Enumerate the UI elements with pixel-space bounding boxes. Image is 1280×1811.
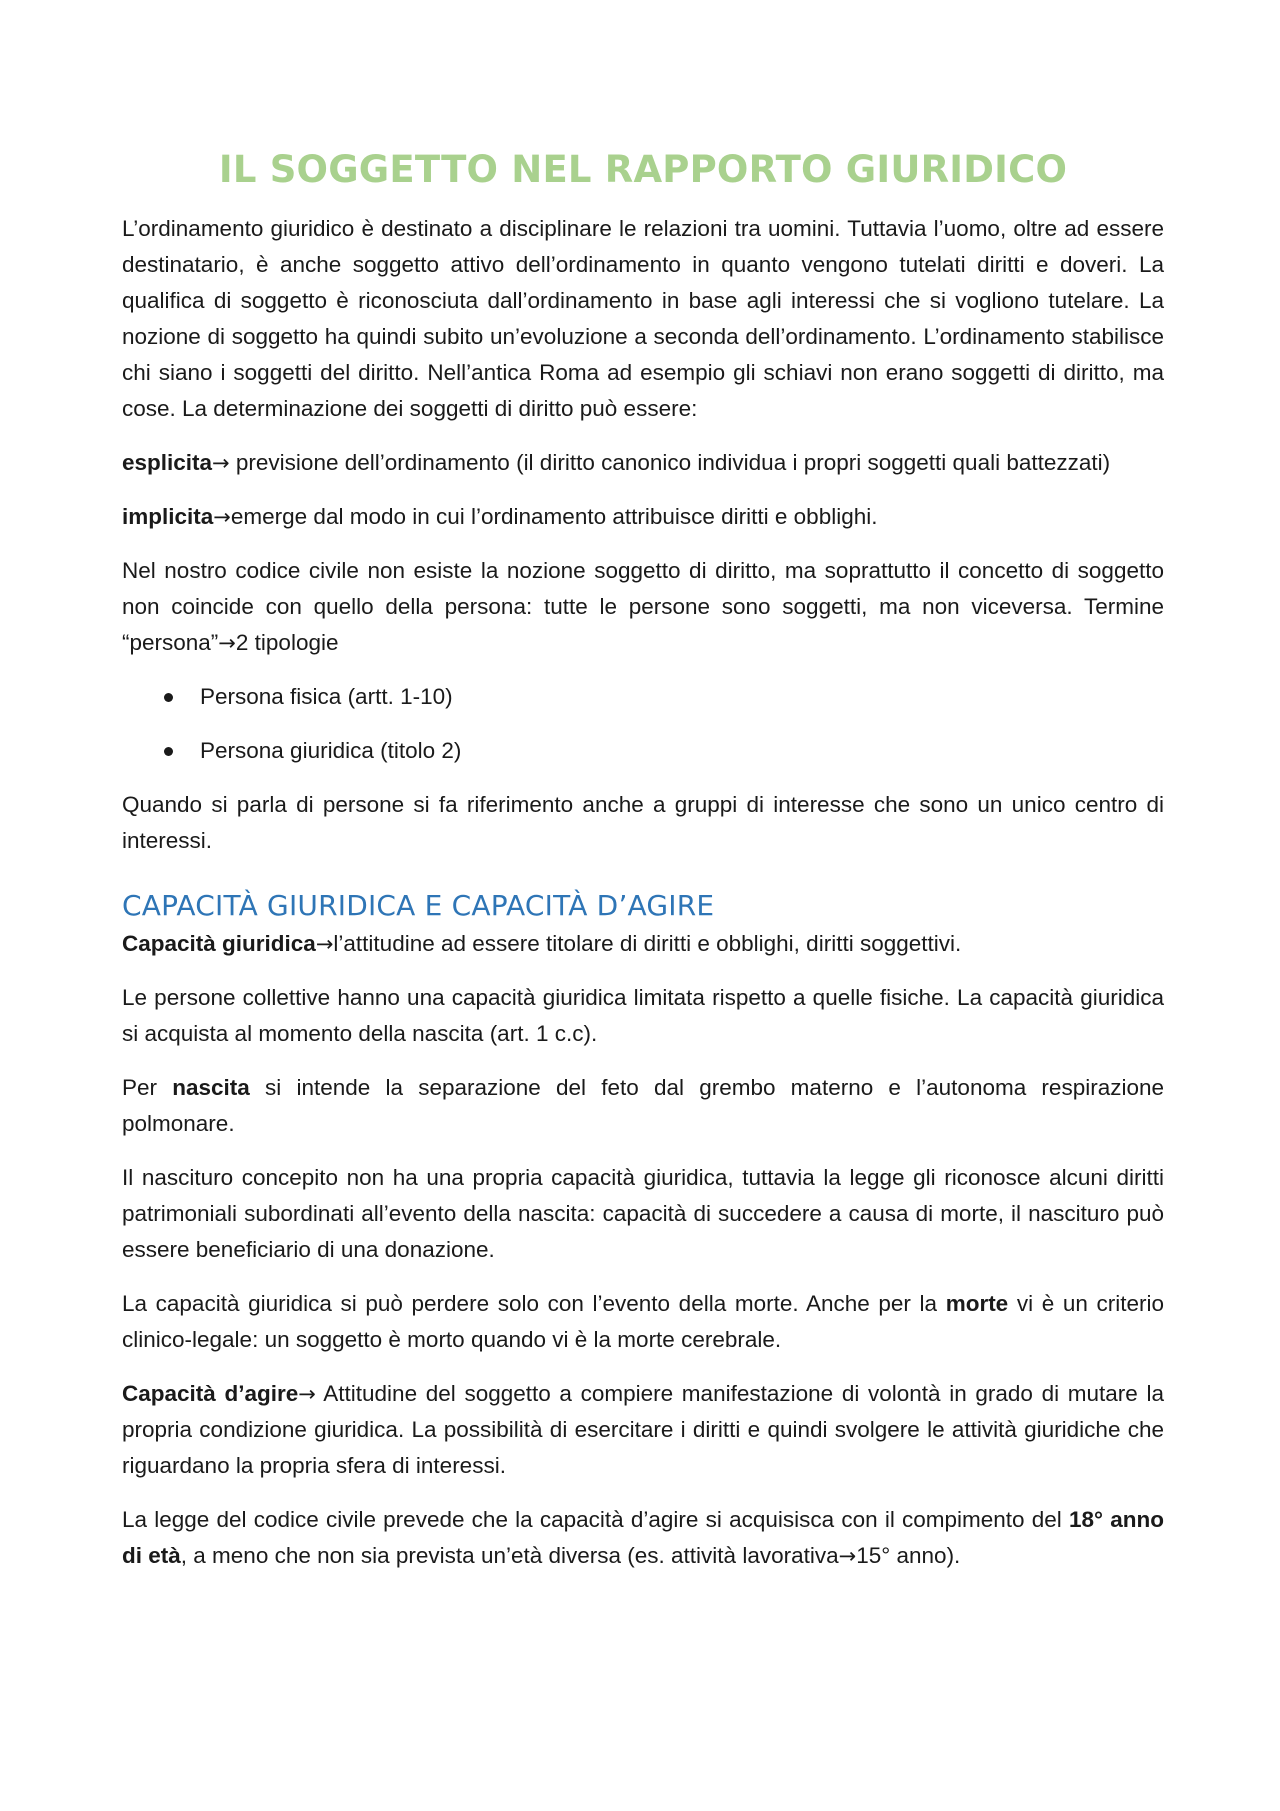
list-item	[122, 733, 1164, 769]
legge-after: 15° anno).	[856, 1543, 961, 1568]
capacita-giuridica-text: l’attitudine ad essere titolare di diritti e obblighi, diritti soggettivi.	[333, 931, 962, 956]
list-item	[122, 679, 1164, 715]
nascituro-paragraph: Il nascituro concepito non ha una propria capacità giuridica, tuttavia la legge gli riconosce alcuni diritti patrimoniali subordinati all’evento della nascita: capacità di succedere a causa di morte, il nascituro può essere beneficiario di una donazione.	[122, 1165, 1164, 1262]
codice-after-arrow: 2 tipologie	[235, 630, 339, 655]
legge-before: La legge del codice civile prevede che la capacità d’agire si acquisisca con il compimento del	[122, 1507, 1070, 1532]
implicita-text: emerge dal modo in cui l’ordinamento attribuisce diritti e obblighi.	[230, 504, 878, 529]
arrow-icon: →	[298, 1382, 316, 1406]
arrow-icon: →	[315, 932, 334, 956]
list-item-text: Persona fisica (artt. 1-10)	[200, 684, 453, 709]
codice-paragraph	[122, 553, 1164, 661]
intro-paragraph: L’ordinamento giuridico è destinato a disciplinare le relazioni tra uomini. Tuttavia l’uomo, oltre ad essere destinatario, è anche soggetto attivo dell’ordinamento in quanto vengono tutelati diritti e doveri. La qualifica di soggetto è riconosciuta dall’ordinamento in base agli interessi che si vogliono tutelare. La nozione di soggetto ha quindi subito un’evoluzione a seconda dell’ordinamento. L’ordinamento stabilisce chi siano i soggetti del diritto. Nell’antica Roma ad esempio gli schiavi non erano soggetti di diritto, ma cose. La determinazione dei soggetti di diritto può essere:	[122, 216, 1164, 421]
nascita-after: si intende la separazione del feto dal grembo materno e l’autonoma respirazione polmonare.	[122, 1075, 1164, 1136]
arrow-icon: →	[838, 1544, 857, 1568]
nascita-before: Per	[122, 1075, 173, 1100]
implicita-paragraph	[122, 499, 1164, 535]
legge-paragraph	[122, 1502, 1164, 1574]
persone-collettive-paragraph: Le persone collettive hanno una capacità giuridica limitata rispetto a quelle fisiche. La capacità giuridica si acquista al momento della nascita (art. 1 c.c).	[122, 985, 1164, 1046]
codice-text: Nel nostro codice civile non esiste la nozione soggetto di diritto, ma soprattutto il concetto di soggetto non coincide con quello della persona: tutte le persone sono soggetti, ma non viceversa. Termine “persona”	[122, 558, 1164, 655]
capacita-giuridica-paragraph	[122, 926, 1164, 962]
bullet-icon	[164, 693, 173, 702]
persona-types-list	[122, 679, 1164, 769]
arrow-icon: →	[213, 505, 231, 529]
arrow-icon: →	[218, 631, 236, 655]
morte-after: vi è un criterio clinico-legale: un soggetto è morto quando vi è la morte cerebrale.	[122, 1291, 1164, 1352]
legge-middle: , a meno che non sia prevista un’età diversa (es. attività lavorativa	[180, 1543, 839, 1568]
capacita-agire-paragraph	[122, 1376, 1164, 1484]
bullet-icon	[164, 747, 173, 756]
document-title: IL SOGGETTO NEL RAPPORTO GIURIDICO	[218, 148, 1068, 191]
capacita-agire-text: Attitudine del soggetto a compiere manifestazione di volontà in grado di mutare la propria condizione giuridica. La possibilità di esercitare i diritti e quindi svolgere le attività giuridiche che riguardano la propria sfera di interessi.	[122, 1381, 1164, 1478]
capacita-agire-term: Capacità d’agire	[122, 1381, 299, 1406]
list-item-text: Persona giuridica (titolo 2)	[200, 738, 462, 763]
esplicita-paragraph	[122, 445, 1164, 481]
implicita-term: implicita	[122, 504, 214, 529]
section-heading: CAPACITÀ GIURIDICA E CAPACITÀ D’AGIRE	[122, 889, 715, 922]
gruppi-paragraph: Quando si parla di persone si fa riferimento anche a gruppi di interesse che sono un unico centro di interessi.	[122, 792, 1164, 853]
arrow-icon: →	[212, 451, 230, 475]
nascita-paragraph	[122, 1070, 1164, 1142]
nascita-term: nascita	[172, 1075, 250, 1100]
morte-before: La capacità giuridica si può perdere solo con l’evento della morte. Anche per la	[122, 1291, 946, 1316]
morte-term: morte	[945, 1291, 1009, 1316]
morte-paragraph	[122, 1286, 1164, 1358]
capacita-giuridica-term: Capacità giuridica	[122, 931, 316, 956]
legge-term: 18° anno di età	[122, 1507, 1164, 1568]
esplicita-text: previsione dell’ordinamento (il diritto canonico individua i propri soggetti quali battezzati)	[229, 450, 1111, 475]
esplicita-term: esplicita	[122, 450, 213, 475]
